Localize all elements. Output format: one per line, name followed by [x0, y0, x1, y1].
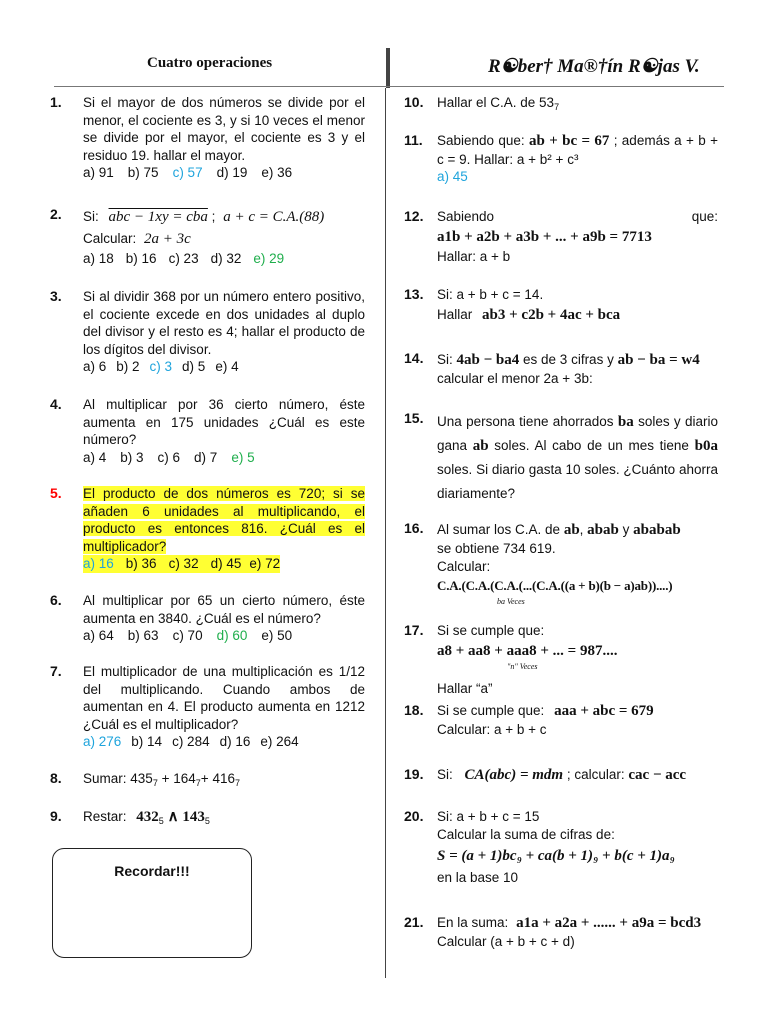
problem-number: 14. [404, 350, 424, 366]
problem-number: 10. [404, 94, 424, 110]
value-b0a: b0a [694, 438, 718, 454]
option-c: c) 284 [172, 734, 210, 750]
problem-13 [404, 286, 718, 326]
problem-label: Sabiendo que: [437, 133, 525, 148]
separator: ; [211, 209, 216, 224]
problem-number: 3. [50, 288, 62, 304]
problem-number: 13. [404, 286, 424, 302]
option-b: b) 75 [127, 165, 159, 181]
question: Calcular: a + b + c [437, 721, 547, 737]
option-a: a) 64 [83, 628, 114, 644]
option-e: e) 4 [215, 359, 239, 375]
option-c: c) 32 [169, 555, 211, 573]
equation: S = (a + 1)bc₉ + ca(b + 1)₉ + b(c + 1)a₉ [437, 848, 675, 865]
problem-number: 16. [404, 520, 424, 536]
option-a: a) 6 [83, 359, 107, 375]
term-3: 416 [212, 771, 235, 786]
problem-text: Si al dividir 368 por un número entero positivo, el cociente excede en dos unidades al duplo del divisor y el resto es 4; hallar el producto de los dígitos del divisor. [83, 289, 365, 357]
option-e-correct: e) 29 [253, 251, 285, 266]
equation-2: a + c = C.A.(88) [223, 209, 325, 225]
option-b: b) 3 [120, 449, 144, 465]
problem-15 [404, 410, 718, 506]
base-subscript: 7 [195, 778, 201, 788]
problem-text: Al multiplicar por 36 cierto número, éste aumenta en 175 unidades ¿Cuál es este número? [83, 397, 365, 448]
problem-number: 8. [50, 770, 62, 786]
answer-options [83, 627, 365, 645]
option-c-correct: c) 3 [149, 359, 173, 375]
problem-14 [404, 350, 718, 388]
problem-20 [404, 808, 718, 887]
base-subscript: 7 [554, 102, 560, 112]
problem-number: 18. [404, 702, 424, 718]
problem-19 [404, 766, 718, 785]
problem-label: Si se cumple que: [437, 703, 545, 718]
question: Hallar “a” [437, 680, 493, 696]
problem-1 [50, 94, 365, 182]
equation: CA(abc) = mdm [464, 767, 564, 783]
option-d: d) 5 [182, 359, 206, 375]
problem-label: Sabiendo [437, 209, 495, 224]
expression: 2a + 3c [144, 231, 191, 247]
conjunction: y [622, 522, 630, 537]
equation-2: ab − ba = w4 [617, 352, 700, 368]
option-b: b) 63 [127, 628, 159, 644]
option-d: d) 7 [194, 449, 218, 465]
option-d: d) 19 [216, 165, 248, 181]
value-ab: ab [563, 522, 580, 538]
problem-number: 20. [404, 808, 424, 824]
equation: a1a + a2a + ...... + a9a = bcd3 [516, 915, 702, 931]
term-1: 435 [130, 771, 153, 786]
problem-text: es de 3 cifras y [523, 352, 614, 367]
option-d: d) 45 [211, 555, 250, 573]
author-name: R☯ber† Ma®†ín R☯jas V. [488, 56, 700, 77]
problem-3 [50, 288, 365, 376]
option-c: c) 6 [157, 449, 181, 465]
page-title: Cuatro operaciones [147, 55, 273, 71]
problem-number: 9. [50, 808, 62, 824]
problem-number: 2. [50, 206, 62, 222]
problem-number: 6. [50, 592, 62, 608]
problem-text: Hallar el C.A. de 53 [437, 95, 555, 110]
option-a-correct: a) 16 [83, 555, 126, 573]
problem-label: Restar: [83, 809, 127, 824]
answer-options [83, 449, 365, 467]
page-header [0, 0, 768, 88]
term-2: 164 [173, 771, 196, 786]
value-ab: ab [472, 438, 489, 454]
option-e: e) 50 [261, 628, 293, 644]
calc-label: Calcular: [83, 231, 137, 246]
reminder-box [52, 848, 252, 958]
answer-options [83, 250, 365, 268]
option-c-correct: c) 57 [172, 165, 203, 181]
problem-label: Sumar: [83, 771, 127, 786]
problem-label-2: que: [691, 209, 718, 224]
problem-text: soles. Al cabo de un mes tiene [494, 438, 689, 453]
answer-options [83, 358, 365, 376]
base-subscript: 7 [152, 778, 158, 788]
question: calcular el menor 2a + 3b: [437, 371, 593, 386]
answer-options [83, 555, 365, 573]
problem-label: Hallar [437, 306, 473, 322]
option-b: b) 2 [116, 359, 140, 375]
expression: ab3 + c2b + 4ac + bca [482, 306, 621, 323]
option-d-correct: d) 60 [216, 628, 248, 644]
plus-sign: + [200, 771, 209, 786]
answer-options [83, 733, 365, 751]
problem-text: soles. Si diario gasta 10 soles. ¿Cuánto ahorra diariamente? [437, 462, 718, 501]
problem-text: Al multiplicar por 65 un cierto número, éste aumenta en 3840. ¿Cuál es el número? [83, 593, 365, 626]
equation: a1b + a2b + a3b + ... + a9b = 7713 [437, 228, 652, 245]
problem-16: 16. Al sumar los C.A. de ab, abab y ababab se obtiene 734 619. Calcular: C.A.(C.A.(C.A.(...(C.A.((a + b)(b − a)ab))....) ba Veces [404, 520, 718, 607]
problem-2 [50, 206, 365, 268]
plus-sign: + [161, 771, 170, 786]
base-subscript: 5 [158, 816, 164, 826]
problem-label: Si: [437, 352, 453, 367]
problem-label: Si: [437, 767, 453, 782]
option-b: b) 16 [125, 251, 157, 266]
problem-number: 12. [404, 208, 424, 224]
problem-11 [404, 132, 718, 186]
equation: aaa + abc = 679 [554, 703, 654, 719]
problem-18 [404, 702, 718, 738]
problem-8 [50, 770, 365, 793]
repeat-note: ba Veces [497, 597, 525, 607]
problem-text: Al sumar los C.A. de [437, 522, 561, 537]
problem-number: 1. [50, 94, 62, 110]
question: Calcular (a + b + c + d) [437, 933, 575, 949]
option-e: e) 36 [261, 165, 293, 181]
option-a: a) 91 [83, 165, 114, 181]
value-abab: abab [587, 522, 619, 538]
reminder-label: Recordar!!! [114, 863, 190, 879]
problem-text: Si: a + b + c = 15 [437, 809, 540, 824]
problem-21 [404, 914, 718, 950]
problem-17 [404, 622, 718, 697]
problem-text: El multiplicador de una multiplicación es 1/12 del multiplicando. Cuando ambos de aumentan en 4. El producto aumenta en 1212 ¿Cuál es el multiplicador? [83, 664, 365, 732]
option-a: a) 4 [83, 449, 107, 465]
equation: abc − 1xy = cba [108, 209, 208, 225]
problem-text: ; además a + b + c = 9. Hallar: a + b² + c³ [437, 133, 718, 167]
problem-number: 17. [404, 622, 424, 638]
problem-5 [50, 485, 365, 573]
base-note: en la base 10 [437, 870, 519, 886]
problem-label: Si: [83, 209, 99, 224]
value-ba: ba [617, 414, 634, 430]
problem-text-highlighted: El producto de dos números es 720; si se añaden 6 unidades al multiplicando, el producto es entonces 816. ¿Cuál es el multiplicador? [83, 486, 365, 554]
problem-text: se obtiene 734 619. [437, 541, 556, 556]
question: Hallar: a + b [437, 248, 511, 264]
problem-number: 19. [404, 766, 424, 782]
problem-10 [404, 94, 718, 117]
calc-label: Calcular la suma de cifras de: [437, 826, 615, 842]
option-a: a) 18 [83, 251, 114, 266]
answer-options [83, 164, 365, 182]
option-e-correct: e) 5 [231, 449, 255, 465]
problem-text: soles y diario gana [437, 414, 718, 453]
problem-number: 4. [50, 396, 62, 412]
header-divider [386, 48, 390, 88]
answer-correct: a) 45 [437, 169, 468, 185]
option-c: c) 23 [168, 251, 199, 266]
problem-text: Si el mayor de dos números se divide por el menor, el cociente es 3, y si 10 veces el menor se divide por el mayor, el cociente es 3 y el residuo 19. hallar el mayor. [83, 95, 365, 163]
equation: 4ab − ba4 [456, 352, 520, 368]
expression: cac − acc [628, 767, 687, 783]
problem-9 [50, 808, 365, 831]
option-a-correct: a) 276 [83, 734, 122, 750]
problem-number: 7. [50, 663, 62, 679]
repeat-note: "n" Veces [507, 661, 538, 671]
equation: ab + bc = 67 [529, 133, 610, 149]
calc-label: Calcular: [437, 558, 491, 574]
term-1: 432 [136, 809, 159, 825]
option-b: b) 14 [131, 734, 163, 750]
option-e: e) 72 [249, 556, 281, 572]
problem-number: 21. [404, 914, 424, 930]
option-d: d) 16 [219, 734, 251, 750]
problem-text: ; calcular: [566, 767, 625, 782]
header-rule [54, 86, 724, 87]
problem-text: Una persona tiene ahorrados [437, 414, 614, 429]
problem-12 [404, 208, 718, 265]
base-subscript: 5 [204, 816, 210, 826]
problem-label: En la suma: [437, 915, 509, 930]
problem-label: Si se cumple que: [437, 623, 545, 638]
problem-6 [50, 592, 365, 645]
base-subscript: 7 [234, 778, 240, 788]
problem-number: 5. [50, 485, 62, 501]
option-e: e) 264 [260, 734, 299, 750]
problem-text: Si: a + b + c = 14. [437, 287, 544, 302]
problem-number: 15. [404, 410, 424, 426]
option-d: d) 32 [210, 251, 242, 266]
operator: ∧ [167, 809, 179, 825]
term-2: 143 [182, 809, 205, 825]
value-ababab: ababab [633, 522, 681, 538]
problem-number: 11. [404, 132, 423, 148]
option-b: b) 36 [126, 555, 169, 573]
column-divider [385, 88, 386, 978]
problem-4 [50, 396, 365, 466]
option-c: c) 70 [172, 628, 203, 644]
problem-7 [50, 663, 365, 751]
equation: a8 + aa8 + aaa8 + ... = 987.... [437, 642, 618, 659]
expression: C.A.(C.A.(C.A.(...(C.A.((a + b)(b − a)ab))....) [437, 578, 673, 594]
